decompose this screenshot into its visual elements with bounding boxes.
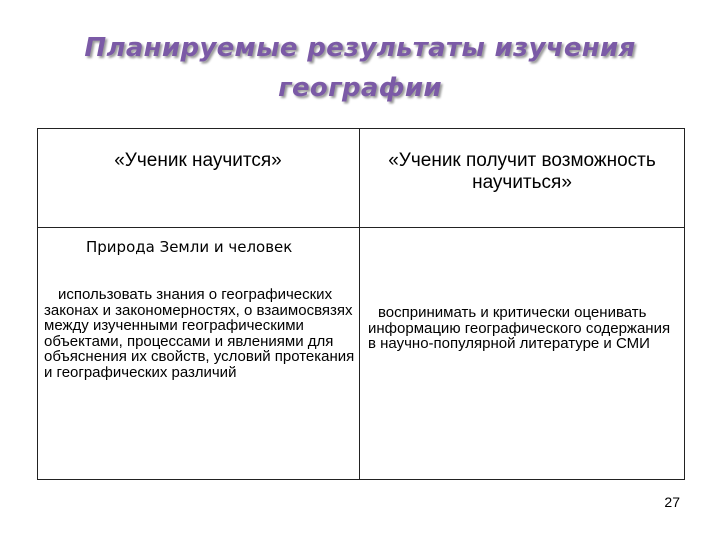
page-number: 27 <box>664 494 680 510</box>
slide-title <box>0 28 720 108</box>
column-header-student-will-have-opportunity: «Ученик получит возможность научиться» <box>388 150 656 193</box>
right-cell-text: воспринимать и критически оценивать информацию географического содержания в научно-популярной литературе и СМИ <box>368 304 671 352</box>
slide-title-line-1: Планируемые результаты изучения <box>84 33 636 63</box>
section-title: Природа Земли и человек <box>86 238 293 256</box>
left-cell-text: использовать знания о географических законах и закономерностях, о взаимосвязях между изученными географическими объектами, процессами и явлениями для объяснения их свойств, условий протекания и географических различий <box>44 286 355 381</box>
slide-title-line-2: географии <box>278 73 442 103</box>
table-divider-horizontal <box>37 227 685 228</box>
table-divider-vertical-bottom <box>359 227 360 480</box>
column-header-student-will-learn: «Ученик научится» <box>114 150 282 171</box>
table-divider-vertical-top <box>359 128 360 227</box>
